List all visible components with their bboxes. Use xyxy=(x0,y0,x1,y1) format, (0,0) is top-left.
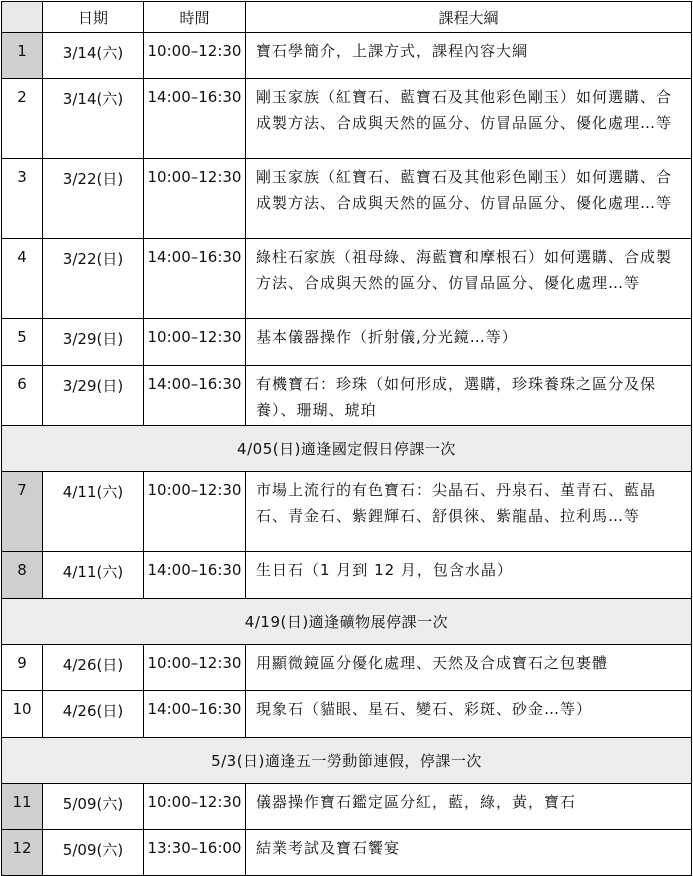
row-time: 14:00–16:30 xyxy=(144,691,246,738)
row-time: 10:00–12:30 xyxy=(144,784,246,830)
header-time: 時間 xyxy=(144,2,246,33)
row-time: 14:00–16:30 xyxy=(144,79,246,159)
row-time: 13:30–16:00 xyxy=(144,830,246,876)
row-date: 4/11(六) xyxy=(43,472,144,552)
table-row xyxy=(2,472,692,552)
row-outline: 綠柱石家族（祖母綠、海藍寶和摩根石）如何選購、合成製方法、合成與天然的區分、仿冒品區分、優化處理…等 xyxy=(246,239,692,319)
row-index: 2 xyxy=(2,79,43,159)
row-date: 3/14(六) xyxy=(43,79,144,159)
holiday-notice-row xyxy=(2,738,692,784)
row-outline: 生日石（1 月到 12 月，包含水晶） xyxy=(246,552,692,599)
row-date: 3/29(日) xyxy=(43,366,144,426)
table-row xyxy=(2,33,692,79)
header-date: 日期 xyxy=(43,2,144,33)
row-date: 3/22(日) xyxy=(43,159,144,239)
holiday-notice: 4/19(日)適逢礦物展停課一次 xyxy=(2,599,692,645)
holiday-notice: 5/3(日)適逢五一勞動節連假，停課一次 xyxy=(2,738,692,784)
table-row xyxy=(2,239,692,319)
row-time: 14:00–16:30 xyxy=(144,239,246,319)
table-row xyxy=(2,319,692,366)
row-date: 3/22(日) xyxy=(43,239,144,319)
row-index: 7 xyxy=(2,472,43,552)
row-date: 5/09(六) xyxy=(43,784,144,830)
row-outline: 儀器操作寶石鑑定區分紅，藍，綠，黃，寶石 xyxy=(246,784,692,830)
table-row xyxy=(2,691,692,738)
row-outline: 結業考試及寶石饗宴 xyxy=(246,830,692,876)
row-date: 4/26(日) xyxy=(43,645,144,691)
row-outline: 有機寶石：珍珠（如何形成，選購，珍珠養珠之區分及保養）、珊瑚、琥珀 xyxy=(246,366,692,426)
holiday-notice-row xyxy=(2,426,692,472)
row-index: 1 xyxy=(2,33,43,79)
row-time: 14:00–16:30 xyxy=(144,552,246,599)
row-index: 10 xyxy=(2,691,43,738)
holiday-notice-row xyxy=(2,599,692,645)
row-index: 3 xyxy=(2,159,43,239)
row-index: 4 xyxy=(2,239,43,319)
table-row xyxy=(2,79,692,159)
table-row xyxy=(2,552,692,599)
row-date: 3/14(六) xyxy=(43,33,144,79)
row-index: 11 xyxy=(2,784,43,830)
row-index: 8 xyxy=(2,552,43,599)
row-date: 3/29(日) xyxy=(43,319,144,366)
table-row xyxy=(2,159,692,239)
row-index: 6 xyxy=(2,366,43,426)
row-outline: 市場上流行的有色寶石：尖晶石、丹泉石、堇青石、藍晶石、青金石、紫鋰輝石、舒俱徠、紫龍晶、拉利馬…等 xyxy=(246,472,692,552)
row-outline: 基本儀器操作（折射儀,分光鏡…等） xyxy=(246,319,692,366)
row-outline: 剛玉家族（紅寶石、藍寶石及其他彩色剛玉）如何選購、合成製方法、合成與天然的區分、仿冒品區分、優化處理…等 xyxy=(246,79,692,159)
row-time: 14:00–16:30 xyxy=(144,366,246,426)
row-time: 10:00–12:30 xyxy=(144,645,246,691)
row-outline: 現象石（貓眼、星石、變石、彩斑、砂金…等） xyxy=(246,691,692,738)
row-outline: 用顯微鏡區分優化處理、天然及合成寶石之包裹體 xyxy=(246,645,692,691)
header-outline: 課程大綱 xyxy=(246,2,692,33)
holiday-notice: 4/05(日)適逢國定假日停課一次 xyxy=(2,426,692,472)
row-index: 9 xyxy=(2,645,43,691)
row-date: 4/26(日) xyxy=(43,691,144,738)
row-outline: 剛玉家族（紅寶石、藍寶石及其他彩色剛玉）如何選購、合成製方法、合成與天然的區分、仿冒品區分、優化處理…等 xyxy=(246,159,692,239)
table-row xyxy=(2,366,692,426)
course-schedule-table xyxy=(1,1,692,876)
table-row xyxy=(2,645,692,691)
row-time: 10:00–12:30 xyxy=(144,319,246,366)
table-row xyxy=(2,830,692,876)
row-time: 10:00–12:30 xyxy=(144,472,246,552)
header-index xyxy=(2,2,43,33)
row-date: 4/11(六) xyxy=(43,552,144,599)
table-header-row xyxy=(2,2,692,33)
row-date: 5/09(六) xyxy=(43,830,144,876)
row-time: 10:00–12:30 xyxy=(144,33,246,79)
row-outline: 寶石學簡介，上課方式，課程內容大綱 xyxy=(246,33,692,79)
row-index: 5 xyxy=(2,319,43,366)
row-index: 12 xyxy=(2,830,43,876)
table-row xyxy=(2,784,692,830)
row-time: 10:00–12:30 xyxy=(144,159,246,239)
